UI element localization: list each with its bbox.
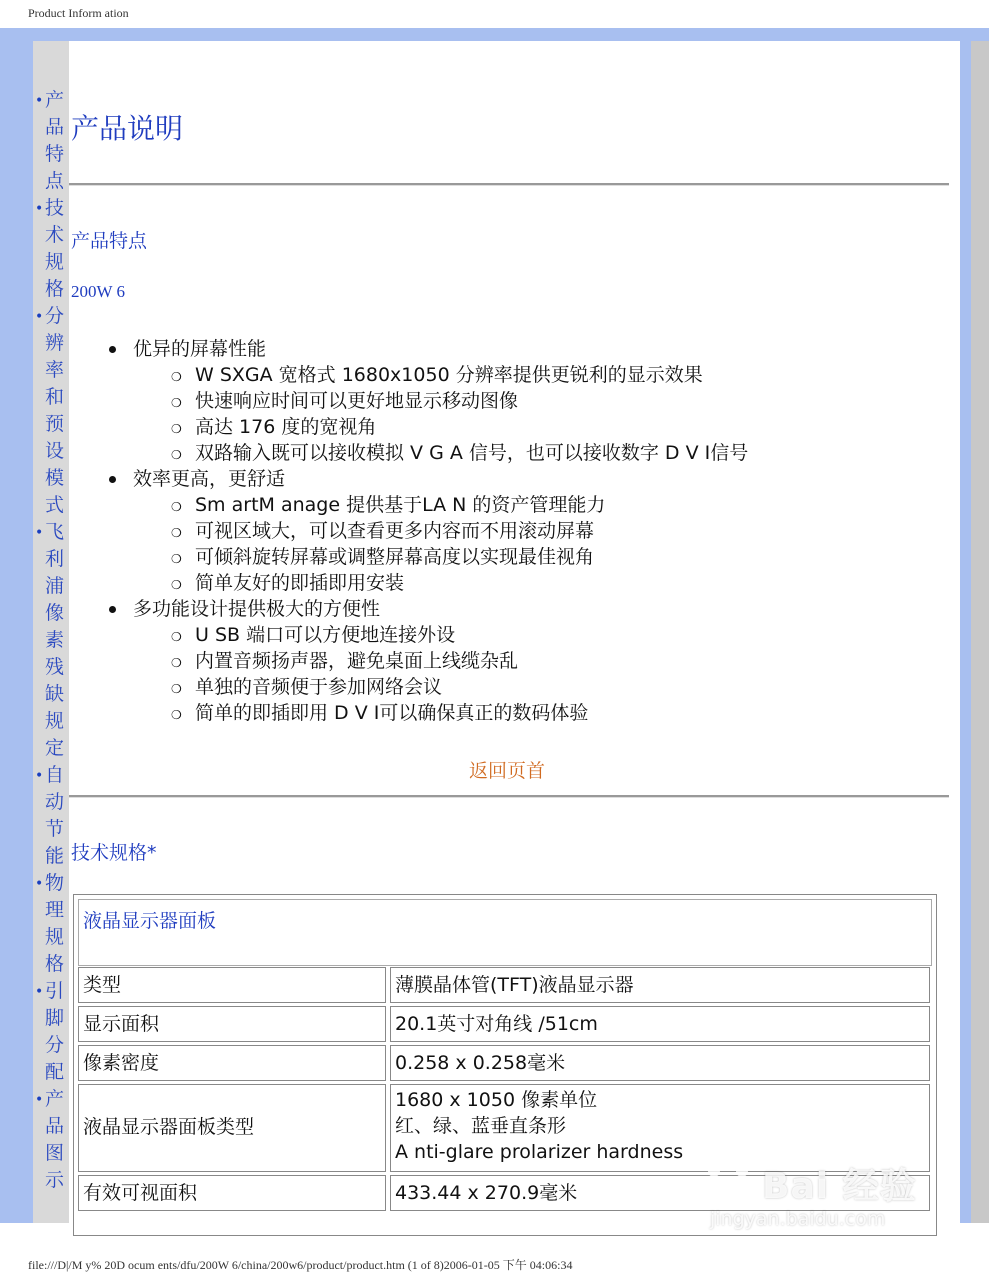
specs-link[interactable]: 技术规格* bbox=[71, 842, 157, 864]
bullet-icon: • bbox=[35, 984, 44, 1000]
circle-bullet-icon: ❍ bbox=[171, 708, 182, 722]
feature-item: ❍ 快速响应时间可以更好地显示移动图像 bbox=[171, 390, 519, 412]
feature-item: ❍ 简单友好的即插即用安装 bbox=[171, 572, 405, 594]
sidebar-item-label[interactable]: 产品图示 bbox=[45, 1088, 65, 1191]
feature-item: ❍ 可视区域大，可以查看更多内容而不用滚动屏幕 bbox=[171, 520, 595, 542]
sidebar-nav bbox=[33, 41, 69, 1223]
bullet-icon: • bbox=[35, 1092, 44, 1108]
feature-list bbox=[109, 336, 949, 726]
sidebar-item-label[interactable]: 飞利浦像素残缺规定 bbox=[45, 521, 65, 759]
spec-label: 液晶显示器面板类型 bbox=[78, 1084, 386, 1172]
sidebar-item-label[interactable]: 引脚分配 bbox=[45, 980, 65, 1083]
feature-heading: 效率更高，更舒适 bbox=[109, 466, 949, 492]
feature-item: ❍ 内置音频扬声器，避免桌面上线缆杂乱 bbox=[171, 650, 519, 672]
page-footer: file:///D|/M y% 20D ocum ents/dfu/200W 6/china/200w6/product/product.htm (1 of 8)2006-01-05 下午 04:06:34 bbox=[28, 1258, 573, 1272]
circle-bullet-icon: ❍ bbox=[171, 396, 182, 410]
scrollbar[interactable] bbox=[971, 41, 989, 1223]
sidebar-item-label[interactable]: 自动节能 bbox=[45, 764, 65, 867]
watermark-brand: Bai 经验 bbox=[762, 1166, 917, 1207]
window-title: Product Inform ation bbox=[28, 6, 129, 20]
circle-bullet-icon: ❍ bbox=[171, 578, 182, 592]
watermark-url: jingyan.baidu.com bbox=[710, 1208, 886, 1230]
feature-item: ❍ 简单的即插即用 D V I可以确保真正的数码体验 bbox=[171, 702, 589, 724]
circle-bullet-icon: ❍ bbox=[171, 500, 182, 514]
feature-item: ❍ Sm artM anage 提供基于LA N 的资产管理能力 bbox=[171, 494, 606, 516]
feature-item: ❍ 高达 176 度的宽视角 bbox=[171, 416, 377, 438]
circle-bullet-icon: ❍ bbox=[171, 370, 182, 384]
spec-label: 有效可视面积 bbox=[78, 1175, 386, 1211]
sidebar-item-label[interactable]: 分辨率和预设模式 bbox=[45, 305, 65, 516]
feature-heading: 多功能设计提供极大的方便性 bbox=[109, 596, 949, 622]
divider bbox=[69, 183, 949, 186]
circle-bullet-icon: ❍ bbox=[171, 526, 182, 540]
feature-item: ❍ 双路输入既可以接收模拟 V G A 信号，也可以接收数字 D V I信号 bbox=[171, 442, 749, 464]
spec-value: 1680 x 1050 像素单位 红、绿、蓝垂直条形 A nti-glare prolarizer hardness bbox=[390, 1084, 930, 1172]
feature-item: ❍ 单独的音频便于参加网络会议 bbox=[171, 676, 443, 698]
sidebar-item-label[interactable]: 产品特点 bbox=[45, 89, 65, 192]
paw-icon bbox=[700, 1155, 760, 1210]
spec-label: 显示面积 bbox=[78, 1006, 386, 1042]
circle-bullet-icon: ❍ bbox=[171, 630, 182, 644]
features-link[interactable]: 产品特点 bbox=[71, 230, 148, 252]
feature-item: ❍ 可倾斜旋转屏幕或调整屏幕高度以实现最佳视角 bbox=[171, 546, 595, 568]
circle-bullet-icon: ❍ bbox=[171, 682, 182, 696]
back-to-top-link[interactable]: 返回页首 bbox=[469, 760, 546, 782]
sidebar-item-label[interactable]: 技术规格 bbox=[45, 197, 65, 300]
sidebar-item-label[interactable]: 物理规格 bbox=[45, 872, 65, 975]
bullet-icon bbox=[109, 346, 116, 353]
page-title: 产品说明 bbox=[71, 112, 184, 145]
spec-value: 20.1英寸对角线 /51cm bbox=[390, 1006, 930, 1042]
bullet-icon: • bbox=[35, 525, 44, 541]
feature-item: ❍ W SXGA 宽格式 1680x1050 分辨率提供更锐利的显示效果 bbox=[171, 364, 703, 386]
spec-value: 433.44 x 270.9毫米 bbox=[390, 1175, 930, 1211]
spec-label: 像素密度 bbox=[78, 1045, 386, 1081]
circle-bullet-icon: ❍ bbox=[171, 656, 182, 670]
main-content bbox=[69, 41, 960, 1223]
bullet-icon: • bbox=[35, 93, 44, 109]
content-area bbox=[33, 41, 960, 1223]
bullet-icon: • bbox=[35, 768, 44, 784]
bullet-icon bbox=[109, 606, 116, 613]
bullet-icon bbox=[109, 476, 116, 483]
page-frame bbox=[0, 28, 989, 1223]
bullet-icon: • bbox=[35, 876, 44, 892]
feature-item: ❍ U SB 端口可以方便地连接外设 bbox=[171, 624, 456, 646]
circle-bullet-icon: ❍ bbox=[171, 552, 182, 566]
model-name: 200W 6 bbox=[71, 282, 125, 301]
bullet-icon: • bbox=[35, 309, 44, 325]
spec-value: 0.258 x 0.258毫米 bbox=[390, 1045, 930, 1081]
spec-table-header: 液晶显示器面板 bbox=[78, 899, 932, 966]
spec-value: 薄膜晶体管(TFT)液晶显示器 bbox=[390, 967, 930, 1003]
feature-heading: 优异的屏幕性能 bbox=[109, 336, 949, 362]
circle-bullet-icon: ❍ bbox=[171, 448, 182, 462]
watermark bbox=[700, 1150, 940, 1240]
divider bbox=[69, 795, 949, 798]
spec-label: 类型 bbox=[78, 967, 386, 1003]
circle-bullet-icon: ❍ bbox=[171, 422, 182, 436]
bullet-icon: • bbox=[35, 201, 44, 217]
